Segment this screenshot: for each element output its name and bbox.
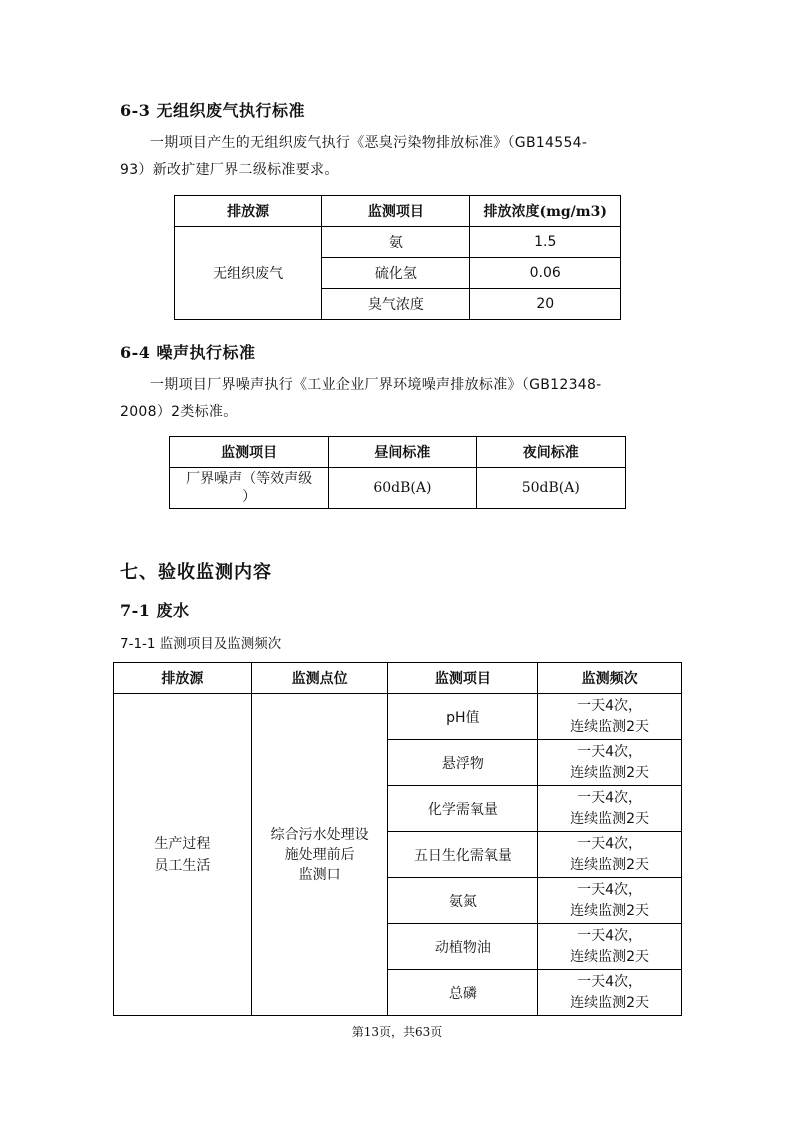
- paragraph-line: 一期项目厂界噪声执行《工业企业厂界环境噪声排放标准》（GB12348-: [150, 377, 602, 393]
- item-cell: 悬浮物: [388, 740, 538, 786]
- item-cell: 臭气浓度: [322, 289, 470, 320]
- table-caption: 7-1-1 监测项目及监测频次: [120, 636, 282, 652]
- cell-line: 监测口: [298, 866, 341, 883]
- value-cell: 0.06: [470, 258, 621, 289]
- cell-line: 连续监测2天: [570, 948, 650, 965]
- cell-line: 一天4次，: [577, 973, 643, 990]
- cell-line: 一天4次，: [577, 743, 643, 760]
- section-7-1-heading: 7-1 废水: [120, 601, 190, 620]
- value-cell: 1.5: [470, 227, 621, 258]
- cell-line: 一天4次，: [577, 789, 643, 806]
- frequency-cell: [538, 740, 682, 786]
- section-6-3-paragraph: [120, 130, 680, 184]
- item-cell: 动植物油: [388, 924, 538, 970]
- item-cell: 化学需氧量: [388, 786, 538, 832]
- cell-line: 连续监测2天: [570, 994, 650, 1011]
- day-standard-cell: 60dB(A): [329, 468, 476, 509]
- source-cell: [114, 694, 252, 1016]
- cell-line: 生产过程: [154, 835, 211, 852]
- table-header: 监测项目: [322, 196, 470, 227]
- item-cell: pH值: [388, 694, 538, 740]
- item-cell: 硫化氢: [322, 258, 470, 289]
- night-standard-cell: 50dB(A): [476, 468, 625, 509]
- table-header: 监测频次: [538, 663, 682, 694]
- frequency-cell: [538, 832, 682, 878]
- cell-line: 连续监测2天: [570, 856, 650, 873]
- source-cell: 无组织废气: [175, 227, 322, 320]
- cell-line: 连续监测2天: [570, 718, 650, 735]
- cell-line: 员工生活: [154, 857, 211, 874]
- frequency-cell: [538, 694, 682, 740]
- frequency-cell: [538, 786, 682, 832]
- odor-standard-table: [174, 195, 621, 320]
- cell-line: 连续监测2天: [570, 764, 650, 781]
- chapter-7-heading: 七、验收监测内容: [120, 562, 272, 583]
- cell-line: 综合污水处理设: [270, 826, 369, 843]
- table-header: 夜间标准: [476, 437, 625, 468]
- cell-line: 一天4次，: [577, 835, 643, 852]
- table-header: 昼间标准: [329, 437, 476, 468]
- table-header: 排放源: [114, 663, 252, 694]
- paragraph-line: 93）新改扩建厂界二级标准要求。: [120, 162, 339, 178]
- paragraph-line: 一期项目产生的无组织废气执行《恶臭污染物排放标准》（GB14554-: [150, 135, 588, 151]
- table-header: 监测项目: [170, 437, 329, 468]
- section-6-4-paragraph: [120, 372, 680, 426]
- cell-line: ）: [242, 489, 257, 505]
- section-6-3-heading: 6-3 无组织废气执行标准: [120, 101, 305, 120]
- cell-line: 厂界噪声（等效声级: [186, 471, 313, 487]
- frequency-cell: [538, 924, 682, 970]
- item-cell: 五日生化需氧量: [388, 832, 538, 878]
- table-header: 排放源: [175, 196, 322, 227]
- paragraph-line: 2008）2类标准。: [120, 404, 238, 420]
- item-cell: 氨氮: [388, 878, 538, 924]
- page-number-footer: 第13页，共63页: [351, 1025, 443, 1039]
- table-header: 监测项目: [388, 663, 538, 694]
- cell-line: 连续监测2天: [570, 810, 650, 827]
- monitoring-point-cell: [251, 694, 388, 1016]
- noise-item-cell: [170, 468, 329, 509]
- noise-standard-table: [169, 436, 626, 509]
- cell-line: 连续监测2天: [570, 902, 650, 919]
- table-header: 排放浓度(mg/m3): [470, 196, 621, 227]
- cell-line: 一天4次，: [577, 881, 643, 898]
- table-header: 监测点位: [251, 663, 388, 694]
- cell-line: 一天4次，: [577, 697, 643, 714]
- cell-line: 一天4次，: [577, 927, 643, 944]
- frequency-cell: [538, 970, 682, 1016]
- frequency-cell: [538, 878, 682, 924]
- cell-line: 施处理前后: [284, 846, 355, 863]
- wastewater-monitoring-table: [113, 662, 682, 1016]
- item-cell: 总磷: [388, 970, 538, 1016]
- item-cell: 氨: [322, 227, 470, 258]
- section-6-4-heading: 6-4 噪声执行标准: [120, 343, 256, 362]
- value-cell: 20: [470, 289, 621, 320]
